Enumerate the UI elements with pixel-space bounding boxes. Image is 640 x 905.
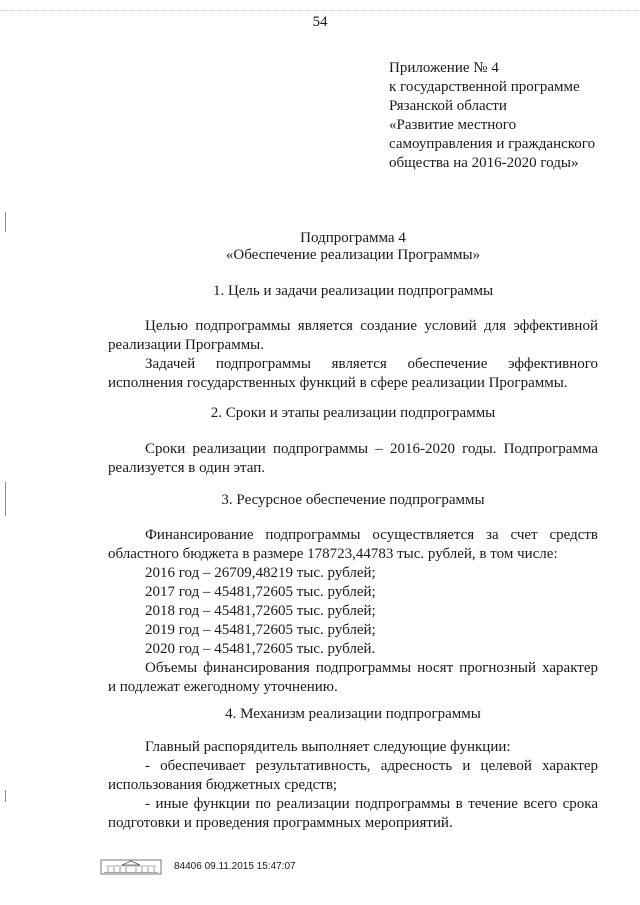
appendix-line: Рязанской области <box>389 98 507 114</box>
scan-artifact <box>5 790 6 802</box>
stamp-text <box>174 860 296 874</box>
paragraph: - иные функции по реализации подпрограммы в течение всего срока подготовки и проведения программных мероприятий. <box>108 796 598 831</box>
funding-line: 2018 год – 45481,72605 тыс. рублей; <box>145 603 376 619</box>
appendix-line: самоуправления и гражданского <box>389 136 596 152</box>
funding-line: 2019 год – 45481,72605 тыс. рублей; <box>145 622 376 638</box>
government-building-stamp-icon <box>100 859 162 875</box>
section-body <box>108 738 598 833</box>
scan-artifact <box>5 482 6 516</box>
paragraph: Задачей подпрограммы является обеспечение эффективного исполнения государственных функций в сфере реализации Программы. <box>108 356 598 391</box>
document-datetime: 09.11.2015 15:47:07 <box>204 861 296 872</box>
funding-line: 2016 год – 26709,48219 тыс. рублей; <box>145 565 376 581</box>
paragraph: Целью подпрограммы является создание условий для эффективной реализации Программы. <box>108 318 598 353</box>
appendix-line: общества на 2016-2020 годы» <box>389 155 579 171</box>
paragraph: Объемы финансирования подпрограммы носят прогнозный характер и подлежат ежегодному уточнению. <box>108 660 598 695</box>
appendix-line: к государственной программе <box>389 79 580 95</box>
paragraph: - обеспечивает результативность, адресность и целевой характер использования бюджетных средств; <box>108 758 598 793</box>
page-number: 54 <box>312 14 328 30</box>
section-body <box>108 526 598 697</box>
funding-line: 2017 год – 45481,72605 тыс. рублей; <box>145 584 376 600</box>
funding-line: 2020 год – 45481,72605 тыс. рублей. <box>145 641 376 657</box>
section-heading: 1. Цель и задачи реализации подпрограммы <box>212 283 494 299</box>
appendix-header <box>389 59 629 173</box>
document-number: 84406 <box>174 861 202 872</box>
section-heading: 3. Ресурсное обеспечение подпрограммы <box>221 492 485 508</box>
document-stamp <box>100 858 330 878</box>
paragraph: Главный распорядитель выполняет следующие функции: <box>145 739 511 755</box>
paragraph: Финансирование подпрограммы осуществляется за счет средств областного бюджета в размере 178723,44783 тыс. рублей, в том числе: <box>108 527 598 562</box>
section-heading: 4. Механизм реализации подпрограммы <box>225 706 481 722</box>
section-body <box>108 440 598 478</box>
section-body <box>108 317 598 393</box>
appendix-line: «Развитие местного <box>389 117 517 133</box>
appendix-line: Приложение № 4 <box>389 60 499 76</box>
subprogram-subtitle: «Обеспечение реализации Программы» <box>225 247 481 263</box>
scan-artifact <box>5 212 6 232</box>
subprogram-title: Подпрограмма 4 <box>300 230 406 246</box>
section-heading: 2. Сроки и этапы реализации подпрограммы <box>210 405 496 421</box>
paragraph: Сроки реализации подпрограммы – 2016-2020 годы. Подпрограмма реализуется в один этап. <box>108 441 598 476</box>
